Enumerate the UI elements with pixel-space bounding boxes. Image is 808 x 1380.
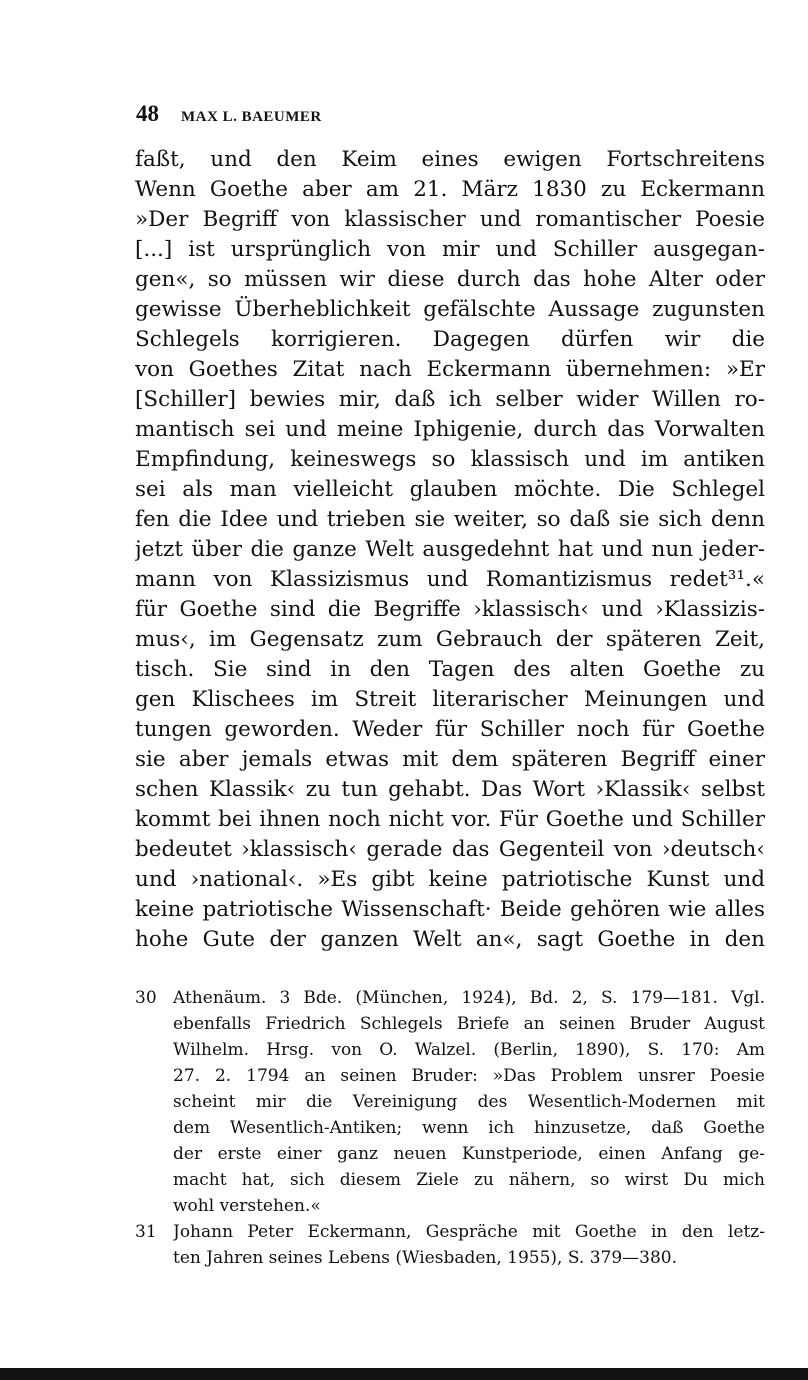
body-line: [...] ist ursprünglich von mir und Schiller ausgegan- [135,237,765,262]
body-line: schen Klassik‹ zu tun gehabt. Das Wort ›Klassik‹ selbst [135,777,765,802]
footnote-number: 30 [135,988,157,1008]
body-line: von Goethes Zitat nach Eckermann übernehmen: »Er [135,357,765,382]
body-line: gen Klischees im Streit literarischer Meinungen und [135,687,765,712]
footnote-line: scheint mir die Vereinigung des Wesentlich-Modernen mit [173,1092,765,1112]
body-text [135,145,765,955]
footnote-text [173,985,765,1219]
body-line: keine patriotische Wissenschaft· Beide gehören wie alles [135,897,765,922]
body-line: mus‹, im Gegensatz zum Gebrauch der späteren Zeit, [135,627,765,652]
footnote-31 [135,1219,765,1271]
body-line: hohe Gute der ganzen Welt an«, sagt Goethe in den [135,927,765,952]
body-line: gewisse Überheblichkeit gefälschte Aussage zugunsten [135,297,765,322]
body-line: jetzt über die ganze Welt ausgedehnt hat und nun jeder- [135,537,765,562]
body-line: [Schiller] bewies mir, daß ich selber wider Willen ro- [135,387,765,412]
footnotes [135,985,765,1271]
body-line: »Der Begriff von klassischer und romantischer Poesie [135,207,765,232]
body-line: mann von Klassizismus und Romantizismus redet³¹.« [135,567,765,592]
body-line: Empfindung, keineswegs so klassisch und im antiken [135,447,765,472]
body-line: und ›national‹. »Es gibt keine patriotische Kunst und [135,867,765,892]
body-line: faßt, und den Keim eines ewigen Fortschreitens [135,147,765,172]
body-line: fen die Idee und trieben sie weiter, so daß sie sich denn [135,507,765,532]
page-header [136,101,322,130]
body-line: bedeutet ›klassisch‹ gerade das Gegenteil von ›deutsch‹ [135,837,765,862]
footnote-number: 31 [135,1222,157,1242]
body-line: sei als man vielleicht glauben möchte. Die Schlegel [135,477,765,502]
scan-edge-bar [0,1368,808,1380]
body-line: mantisch sei und meine Iphigenie, durch das Vorwalten [135,417,765,442]
footnote-line: macht hat, sich diesem Ziele zu nähern, so wirst Du mich [173,1170,765,1190]
footnote-line: Wilhelm. Hrsg. von O. Walzel. (Berlin, 1890), S. 170: Am [173,1040,765,1060]
page-number: 48 [136,101,159,126]
body-line: für Goethe sind die Begriffe ›klassisch‹ und ›Klassizis- [135,597,765,622]
running-head: MAX L. BAEUMER [181,109,322,125]
footnote-text [173,1219,765,1271]
body-line: Wenn Goethe aber am 21. März 1830 zu Eckermann [135,177,765,202]
body-line: tisch. Sie sind in den Tagen des alten Goethe zu [135,657,765,682]
body-line: sie aber jemals etwas mit dem späteren Begriff einer [135,747,765,772]
body-line: Schlegels korrigieren. Dagegen dürfen wir die [135,327,765,352]
footnote-line: wohl verstehen.« [173,1196,321,1216]
footnote-line: 27. 2. 1794 an seinen Bruder: »Das Problem unsrer Poesie [173,1066,765,1086]
footnote-line: der erste einer ganz neuen Kunstperiode, einen Anfang ge- [173,1144,765,1164]
footnote-line: dem Wesentlich-Antiken; wenn ich hinzusetze, daß Goethe [173,1118,765,1138]
body-line: gen«, so müssen wir diese durch das hohe Alter oder [135,267,765,292]
body-line: tungen geworden. Weder für Schiller noch für Goethe [135,717,765,742]
footnote-line: ebenfalls Friedrich Schlegels Briefe an seinen Bruder August [173,1014,765,1034]
body-line: kommt bei ihnen noch nicht vor. Für Goethe und Schiller [135,807,765,832]
footnote-line: Athenäum. 3 Bde. (München, 1924), Bd. 2, S. 179—181. Vgl. [173,988,765,1008]
footnote-30 [135,985,765,1219]
footnote-line: Johann Peter Eckermann, Gespräche mit Goethe in den letz- [173,1222,765,1242]
footnote-line: ten Jahren seines Lebens (Wiesbaden, 1955), S. 379—380. [173,1248,678,1268]
